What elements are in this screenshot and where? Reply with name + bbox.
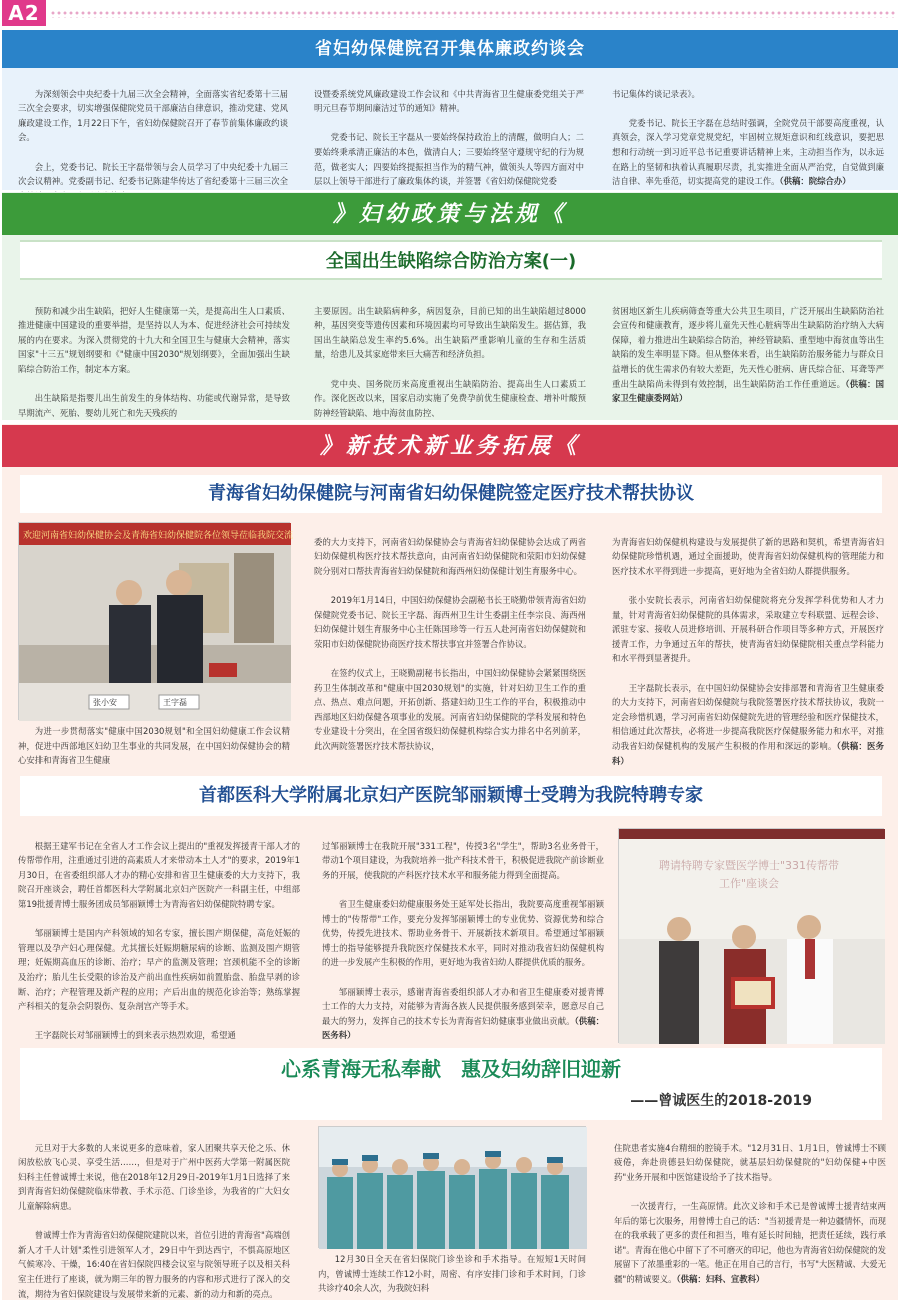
photo-caption: 为进一步贯彻落实"健康中国2030规划"和全国妇幼健康工作会议精神，促进中西部地区妇幼卫生事业的共同发展，在中国妇幼保健协会的精心安排和青海省卫生健康: [18, 726, 290, 766]
nameplate-left: 张小安: [93, 698, 117, 707]
paragraph-text: 党委书记、院长王字磊在总结时强调，全院党员干部要高度重视，认真领会，深入学习党章党规党纪，牢固树立规矩意识和红线意识，要把思想和行动统一到习近平总书记重要讲话精神上来，主动担当作为，以永远在路上的坚韧和执着认真履职尽责，扎实推进全面从严治党，自觉做到廉洁自律、率先垂范，切实提高党的建设工作。: [612, 117, 884, 187]
article-column: [18, 289, 290, 416]
paragraph: 党中央、国务院历来高度重视出生缺陷防治、提高出生人口素质工作。深化医改以来，国家启动实施了免费孕前优生健康检查、增补叶酸预防神经管缺陷、地中海贫血防控、: [314, 378, 586, 418]
paragraph: 预防和减少出生缺陷，把好人生健康第一关，是提高出生人口素质、推进健康中国建设的重要举措，是坚持以人为本、促进经济社会可持续发展的内在要求。为深入贯彻党的十九大和全国卫生与健康大会精神，落实国家"十三五"规划纲要和《"健康中国2030"规划纲要》，全面加强出生缺陷综合防治工作，制定本方案。: [18, 305, 290, 374]
article-column: [322, 824, 604, 1046]
nameplate-right: 王字磊: [163, 698, 187, 707]
paragraph: 在签约仪式上，王晓勤副秘书长指出，中国妇幼保健协会紧紧围绕医药卫生体制改革和"健康中国2030规划"的实施，针对妇幼卫生工作的重点、热点、难点问题，开拓创新、搭建妇幼卫生工作的平台，积极推动中西部地区妇幼保健各项事业的发展。河南省妇幼保健院的学科发展和特色专业建设十分突出，在全国省级妇幼保健机构综合实力排名中名列前茅，此次两院签署医疗技术帮扶协议，: [314, 667, 586, 751]
article-column: [314, 520, 586, 772]
article-column: [612, 520, 884, 772]
paragraph: [322, 985, 604, 1043]
article-title-expert-appointment: 首都医科大学附属北京妇产医院邹丽颖博士受聘为我院特聘专家: [20, 776, 882, 816]
paragraph: 会上，党委书记、院长王字磊带领与会人员学习了中央纪委十九届三次会议精神。党委副书记、纪委书记陈建华传达了省纪委第十三届三次全: [18, 161, 288, 187]
expert-award-photo: [618, 828, 884, 1043]
paragraph: 委的大力支持下，河南省妇幼保健协会与青海省妇幼保健协会达成了两省妇幼保健机构医疗技术帮扶意向，由河南省妇幼保健院和荥阳市妇幼保健院分别对口帮扶青海省妇幼保健院和海西州妇幼保健计划生育服务中心。: [314, 536, 586, 576]
paragraph: 为深刻领会中央纪委十九届三次全会精神，全面落实省纪委第十三届三次全会要求，切实增强保健院党员干部廉洁自律意识，推动党建、党风廉政建设工作，1月22日下午，省妇幼保健院召开了春节前集体廉政约谈会。: [18, 88, 288, 143]
signing-ceremony-photo: [18, 522, 294, 720]
photo-wall-text-line2: 工作"座谈会: [719, 877, 780, 890]
article-title-henan-qinghai: 青海省妇幼保健院与河南省妇幼保健院签定医疗技术帮扶协议: [20, 475, 882, 513]
paragraph: 过邹丽颖博士在我院开展"331工程"，传授3名"学生"，帮助3名业务骨干，带动1个项目建设，为我院培养一批产科技术骨干，积极促进我院产前诊断业务的开展，使我院的产科医疗技术水平和服务能力得到全面提高。: [322, 840, 604, 880]
paragraph: 张小安院长表示，河南省妇幼保健院将充分发挥学科优势和人才力量，针对青海省妇幼保健院的具体需求，采取建立专科联盟、远程会诊、派驻专家、接收人员进修培训、开展科研合作项目等多种方式，开展医疗援青工作，力争通过五年的帮扶，使青海省妇幼保健院相关重点学科能力和水平得到显著提升。: [612, 594, 884, 664]
paragraph: 根据王建军书记在全省人才工作会议上提出的"重视发挥援青干部人才的传帮带作用，注重通过引进的高素质人才来带动本土人才"的要求，2019年1月30日，在省委组织部人才办的精心安排和省卫生健康委的大力支持下，我院召开座谈会，聘任首都医科大学附属北京妇产医院产一科副主任，中组部第19批援青博士服务团成员邹丽颖博士为青海省妇幼保健院特聘专家。: [18, 840, 300, 909]
paragraph: 曾诚博士作为青海省妇幼保健院建院以来，首位引进的青海省"高端创新人才千人计划"柔性引进领军人才，29日中午到达西宁，不惧高原地区气候寒冷、干燥，16:40在省妇保院四楼会议室与院领导班子以及相关科室主任进行了座谈，就为期三年的智力服务的内容和形式进行了深入的交流，期待为省妇保院建设与发展带来新的元素、新的动力和新的亮点。: [18, 1230, 290, 1299]
paragraph: [612, 304, 884, 406]
paragraph: 王字磊院长对邹丽颖博士的到来表示热烈欢迎，希望通: [34, 1030, 236, 1041]
article-title-anti-corruption: 省妇幼保健院召开集体廉政约谈会: [2, 30, 898, 68]
expert-award-illustration: [619, 829, 885, 1044]
article-subtitle-zeng: ——曾诚医生的2018-2019: [630, 1093, 812, 1109]
paragraph: 为青海省妇幼保健机构建设与发展提供了新的思路和契机，希望青海省妇幼保健院珍惜机遇，通过全面援助，使青海省妇幼保健机构的管理能力和医疗技术水平得到进一步提高，更好地为全省妇幼人群提供服务。: [612, 536, 884, 576]
photo-welcome-banner: 欢迎河南省妇幼保健协会及青海省妇幼保健院各位领导莅临我院交流: [23, 531, 294, 541]
paragraph-text: 王字磊院长表示，在中国妇幼保健协会安排部署和青海省卫生健康委的大力支持下，河南省妇幼保健院与我院签署医疗技术帮扶协议，我院一定会珍惜机遇，学习河南省妇幼保健院先进的管理经验和医疗保健技术，相信通过此次帮扶，必将进一步提高我院医疗保健服务能力和水平，对推动我省妇幼保健机构的发展产生积极的作用和深远的影响。: [612, 682, 884, 751]
photo-wall-text-line1: 聘请特聘专家暨医学博士"331传帮带: [659, 859, 840, 872]
paragraph: 设暨委系统党风廉政建设工作会议和《中共青海省卫生健康委党组关于严明元旦春节期间廉洁过节的通知》精神。: [314, 88, 584, 114]
source-credit: （供稿：国家卫生健康委网站）: [612, 378, 885, 404]
source-credit: （供稿：院综合办）: [779, 176, 851, 187]
paragraph: 主要原因。出生缺陷病种多，病因复杂，目前已知的出生缺陷超过8000种，基因突变等遗传因素和环境因素均可导致出生缺陷发生。据估算，我国出生缺陷总发生率约5.6%。出生缺陷严重影响儿童的生存和生活质量，给患儿及其家庭带来巨大痛苦和经济负担。: [314, 305, 586, 360]
article-title-zeng: 心系青海无私奉献 惠及妇幼辞旧迎新: [281, 1057, 621, 1081]
paragraph-text: 贫困地区新生儿疾病筛查等重大公共卫生项目，广泛开展出生缺陷防治社会宣传和健康教育，逐步将儿童先天性心脏病等出生缺陷防治疗纳入大病保障，着力推进出生缺陷综合防治，神经管缺陷、重型地中海贫血等出生缺陷的发生率明显下降。但从整体来看，出生缺陷防治服务能力与群众日益增长的优生需求仍有较大差距，先天性心脏病、唐氏综合征、耳聋等严重出生缺陷尚未得到有效控制，出生缺陷防治工作任重道远。: [612, 305, 884, 389]
paragraph: 元旦对于大多数的人来说更多的意味着，家人团聚共享天伦之乐、休闲放松放飞心灵、享受生活……，但是对于广州中医药大学第一附属医院妇科主任曾诚博士来说，他在2018年12月29日-2019年1月1日选择了来到青海省妇幼保健院临床带教、手术示范、门诊坐诊，为我省的广大妇女儿童解除病患。: [18, 1142, 290, 1211]
article-title-block-zeng: [20, 1048, 882, 1120]
paragraph: [612, 681, 884, 769]
article-column: [614, 1126, 886, 1296]
paragraph: 出生缺陷是指婴儿出生前发生的身体结构、功能或代谢异常，是导致早期流产、死胎、婴幼儿死亡和先天残疾的: [18, 393, 290, 418]
article-column: [18, 1126, 290, 1299]
paragraph: 住院患者实施4台精细的腔镜手术。"12月31日、1月1日，曾诚博士不顾疲倦，奔赴贵德县妇幼保健院，就基层妇幼保健院的"妇幼保健+中医药"业务开展和中医馆建设给予了技术指导。: [614, 1142, 886, 1182]
page-header: [0, 0, 900, 26]
source-credit: （供稿：医务科）: [322, 1015, 604, 1041]
section-banner-policy: 》妇幼政策与法规《: [2, 193, 898, 235]
paragraph: 省卫生健康委妇幼健康服务处王延军处长指出，我院要高度重视邹丽颖博士的"传帮带"工作，要充分发挥邹丽颖博士的专业优势、资源优势和综合优势，传授先进技术、帮助业务骨干、开展新技术新项目。希望通过邹丽颖博士的指导能够提升我院医疗保健技术水平，同时对推动我省妇幼保健机构的进一步发展产生积极的作用，更好地为我省妇幼人群提供优质的服务。: [322, 898, 604, 968]
section-banner-new-business: 》新技术新业务拓展《: [2, 425, 898, 467]
paragraph: [614, 1199, 886, 1287]
paragraph-text: 邹丽颖博士表示，感谢青海省委组织部人才办和省卫生健康委对援青博士工作的大力支持，对能够为青海各族人民提供服务感到荣幸，愿意尽自己最大的努力，发挥自己的技术专长为青海省妇幼健康事业做出贡献。: [322, 986, 604, 1026]
article-column: [18, 72, 288, 187]
paragraph: 书记集体约谈记录表》。: [612, 88, 700, 99]
source-credit: （供稿：妇科、宣教科）: [676, 1273, 765, 1284]
photo-caption: 12月30日全天在省妇保院门诊坐诊和手术指导。在短短1天时间内，曾诚博士连续工作12小时，周密、有序安排门诊和手术时间，门诊共诊疗40余人次，为我院妇科: [318, 1254, 586, 1294]
medical-team-photo: [318, 1126, 586, 1248]
paragraph-text: 一次援青行，一生高原情。此次义诊和手术已是曾诚博士援青结束两年后的第七次服务，用曾博士自己的话："当初援青是一种边疆情怀，而现在的我承载了更多的责任和担当，唯有延长时间轴，把责任延续，践行承诺"。青海在他心中留下了不可磨灭的印记，他也为青海省妇幼保健院的发展留下了浓墨重彩的一笔。他正在用自己的言行，书写"大医精诚、大爱无疆"的精诚要义。: [614, 1200, 886, 1284]
paragraph: 党委书记、院长王字磊从一要始终保持政治上的清醒，做明白人；二要始终秉承清正廉洁的本色，做清白人；三要始终坚守遵规守纪的行为规范，做老实人；四要始终提振担当作为的精气神，做领头人等四方面对中层以上领导干部进行了廉政集体约谈，并签署《省妇幼保健院党委: [314, 132, 584, 187]
paragraph: 邹丽颖博士是国内产科领域的知名专家，擅长围产期保健，高危妊娠的管理以及孕产妇心理保健。尤其擅长妊娠期糖尿病的诊断、监测及围产期管理；妊娠期高血压的诊断、治疗；早产的监测及管理；宫颈机能不全的诊断及治疗；胎儿生长受限的诊治及产前出血性疾病如前置胎盘、胎盘早剥的诊断、治疗；产程管理及新产程的应用；产后出血的规范化诊治等；熟练掌握产科相关的复杂会阴裂伤、复杂剖宫产等手术。: [18, 928, 300, 1012]
page-number: A2: [2, 0, 46, 26]
article-column: [314, 289, 586, 416]
article-title-birth-defects: 全国出生缺陷综合防治方案(一): [20, 240, 882, 280]
paragraph: [612, 116, 884, 189]
article-column: [314, 72, 584, 187]
medical-team-illustration: [319, 1127, 587, 1249]
paragraph: 2019年1月14日，中国妇幼保健协会副秘书长王晓勤带领青海省妇幼保健院党委书记、院长王字磊、海西州卫生计生委副主任李宗良、海西州妇幼保健计划生育服务中心主任陈国珍等一行五人赴河南省妇幼保健院和荥阳市妇幼保健院协商医疗技术帮扶事宜并签署合作协议。: [314, 594, 586, 649]
source-credit: （供稿：医务科）: [612, 740, 885, 766]
article-column: [18, 824, 300, 1046]
article-column: [612, 72, 884, 187]
signing-ceremony-illustration: [19, 523, 294, 721]
header-dot-strip: [50, 10, 896, 18]
article-column: [612, 289, 884, 416]
